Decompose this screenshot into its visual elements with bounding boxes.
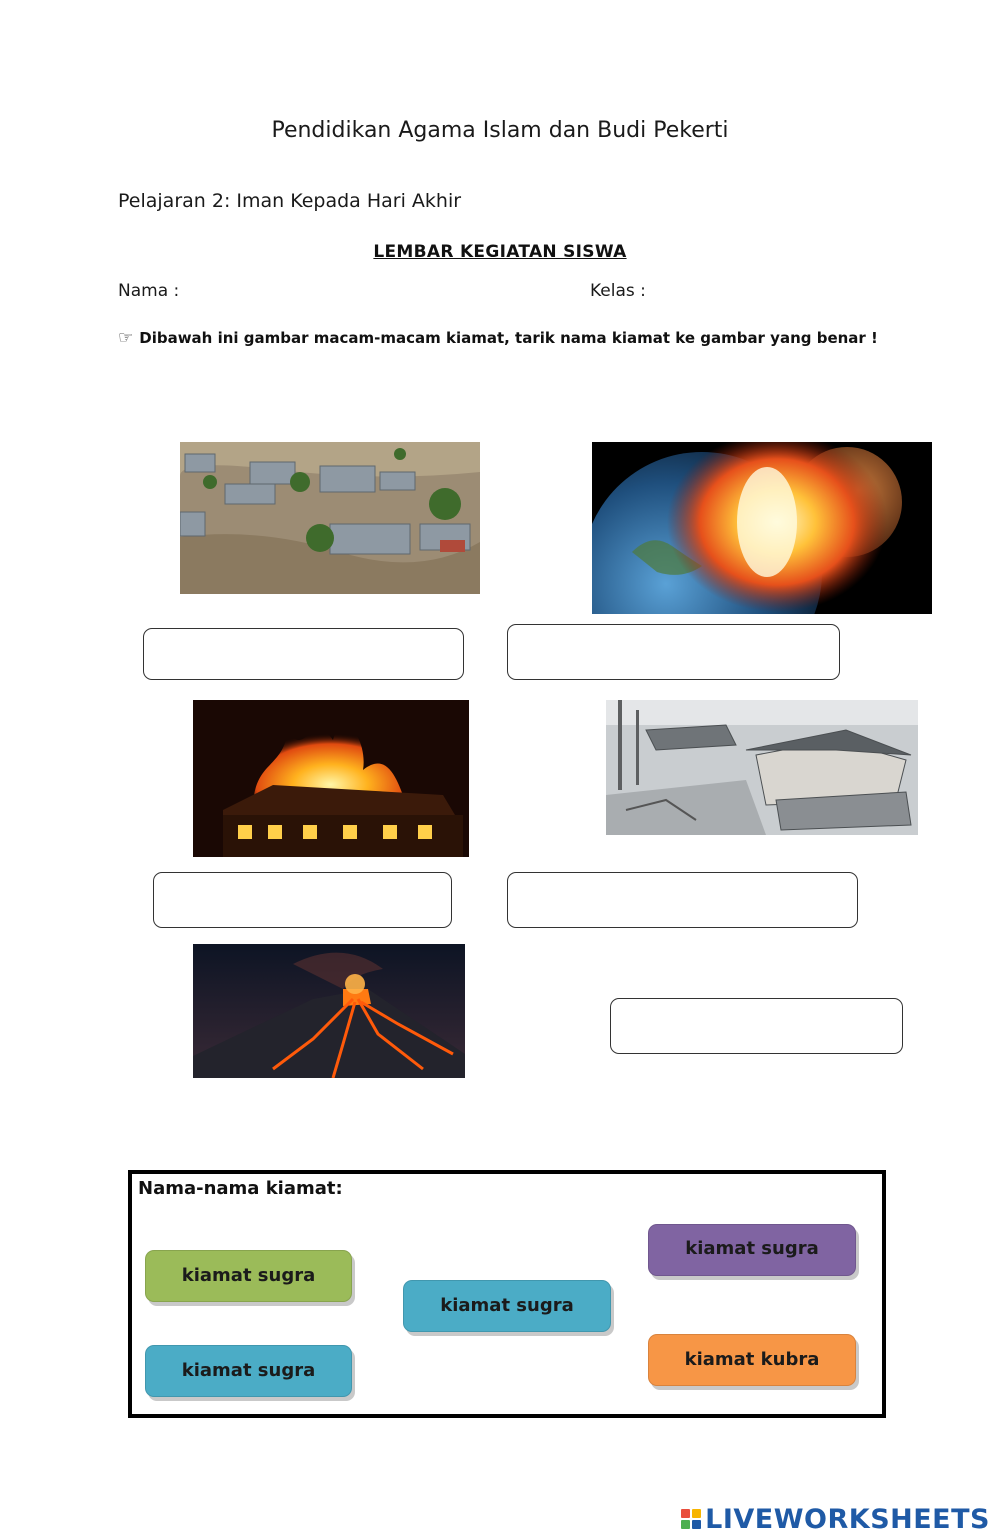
burning-house-image — [193, 700, 469, 857]
liveworksheets-logo — [681, 1502, 990, 1536]
planet-collision-image — [592, 442, 932, 614]
answer-tile-5[interactable]: kiamat kubra — [648, 1334, 856, 1386]
pointing-hand-icon: ☞ — [118, 328, 134, 348]
answer-tile-1[interactable]: kiamat sugra — [145, 1250, 352, 1302]
answer-bank-title: Nama-nama kiamat: — [138, 1178, 343, 1199]
answer-tile-2[interactable]: kiamat sugra — [403, 1280, 611, 1332]
answer-drop-box-5[interactable] — [610, 998, 903, 1054]
erupting-volcano-image — [193, 944, 465, 1078]
page-title: Pendidikan Agama Islam dan Budi Pekerti — [271, 118, 729, 143]
nama-label: Nama : — [118, 281, 180, 301]
lesson-title: Pelajaran 2: Iman Kepada Hari Akhir — [118, 190, 462, 212]
kelas-label: Kelas : — [590, 281, 646, 301]
answer-tile-4[interactable]: kiamat sugra — [648, 1224, 856, 1276]
sheet-heading: LEMBAR KEGIATAN SISWA — [373, 242, 627, 262]
answer-drop-box-4[interactable] — [507, 872, 858, 928]
answer-tile-3[interactable]: kiamat sugra — [145, 1345, 352, 1397]
instruction — [118, 328, 878, 348]
logo-text: LIVEWORKSHEETS — [705, 1503, 990, 1535]
flood-village-image — [180, 442, 480, 594]
earthquake-damage-image — [606, 700, 918, 835]
answer-drop-box-3[interactable] — [153, 872, 452, 928]
answer-drop-box-2[interactable] — [507, 624, 840, 680]
logo-grid-icon — [681, 1509, 701, 1529]
instruction-text: Dibawah ini gambar macam-macam kiamat, tarik nama kiamat ke gambar yang benar ! — [139, 329, 878, 347]
answer-drop-box-1[interactable] — [143, 628, 464, 680]
